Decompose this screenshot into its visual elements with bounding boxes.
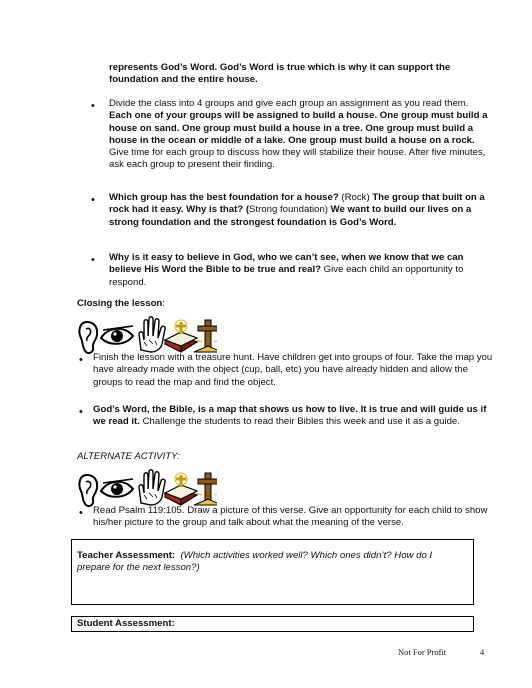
eye-icon [101, 479, 133, 497]
footer-text: Not For Profit [398, 647, 447, 657]
bullet-bold-text: Why is it easy to believe in God, who we can’t see, when we know that we can believe His Word the Bible to be true and real? [109, 252, 464, 276]
closing-heading [77, 298, 165, 310]
bullet-marker [80, 407, 86, 413]
student-assessment-label: Student Assessment: [77, 618, 175, 629]
bullet-marker [92, 195, 98, 201]
closing-heading-colon: : [162, 298, 165, 309]
bullet-bold-text: Which group has the best foundation for a house? [109, 192, 339, 203]
cross-icon [194, 320, 217, 352]
bible-icon [165, 320, 197, 352]
bullet-believe-question [109, 252, 489, 289]
bullet-text: Give each child an opportunity to respond. [109, 264, 464, 288]
teacher-assessment-text [77, 550, 467, 575]
closing-treasure-hunt: Finish the lesson with a treasure hunt. Have children get into groups of four. Take the map you have already made with the object (cup, ball, etc) you have already hidden and allow the groups to read the map and find the object. [93, 352, 493, 388]
student-assessment-box[interactable] [71, 616, 474, 632]
bullet-best-foundation [109, 192, 489, 229]
teacher-assessment-label: Teacher Assessment: [77, 550, 176, 561]
bullet-text: (Rock) [341, 192, 370, 203]
bullet-marker [92, 255, 98, 261]
bullet-bold-text: Each one of your groups will be assigned to build a house. One group must build a house on sand. One group must build a house in a tree. One group must build a house in the ocean or middle of a lake. One group must build a house on a rock. [109, 110, 488, 146]
teacher-assessment-box[interactable] [71, 539, 474, 605]
intro-continued: represents God’s Word. God’s Word is true which is why it can support the foundation and the entire house. [109, 62, 451, 86]
bullet-marker [80, 355, 86, 361]
teacher-assessment-prompt: (Which activities worked well? Which ones didn’t? How do I prepare for the next lesson?) [77, 550, 433, 574]
ear-icon [79, 322, 97, 353]
alternate-psalm-activity: Read Psalm 119:105. Draw a picture of this verse. Give an opportunity for each child to show his/her picture to the group and talk about what the meaning of the verse. [93, 505, 488, 529]
bullet-bold-text: We want to build our lives on a strong foundation and the strongest foundation is God’s Word. [109, 204, 472, 228]
eye-icon [101, 326, 133, 344]
sense-icons-row [77, 469, 217, 509]
bullet-bold-text: God’s Word, the Bible, is a map that shows us how to live. It is true and will guide us if we read it. [93, 404, 487, 428]
sense-icons-row [77, 316, 217, 356]
bible-icon [165, 473, 197, 505]
alternate-heading: ALTERNATE ACTIVITY: [77, 451, 180, 462]
closing-heading-text: Closing the lesson [77, 298, 163, 309]
bullet-marker [92, 101, 98, 107]
bullet-marker [80, 508, 86, 514]
page-number: 4 [480, 647, 485, 657]
bullet-text: Divide the class into 4 groups and give each group an assignment as you read them. [109, 98, 469, 109]
ear-icon [79, 475, 97, 506]
bullet-text: Strong foundation) [249, 204, 328, 216]
bullet-groups-activity [109, 98, 489, 172]
bullet-bold-text: The group that built on a rock had it easy. Why is that? ( [109, 192, 485, 216]
closing-map-message [93, 404, 493, 429]
hand-icon [139, 470, 165, 505]
cross-icon [194, 473, 217, 505]
bullet-text: Give time for each group to discuss how they will stabilize their house. After five minutes, ask each group to present their finding. [109, 147, 486, 171]
bullet-text: Challenge the students to read their Bibles this week and use it as a guide. [142, 416, 460, 428]
hand-icon [139, 317, 165, 352]
